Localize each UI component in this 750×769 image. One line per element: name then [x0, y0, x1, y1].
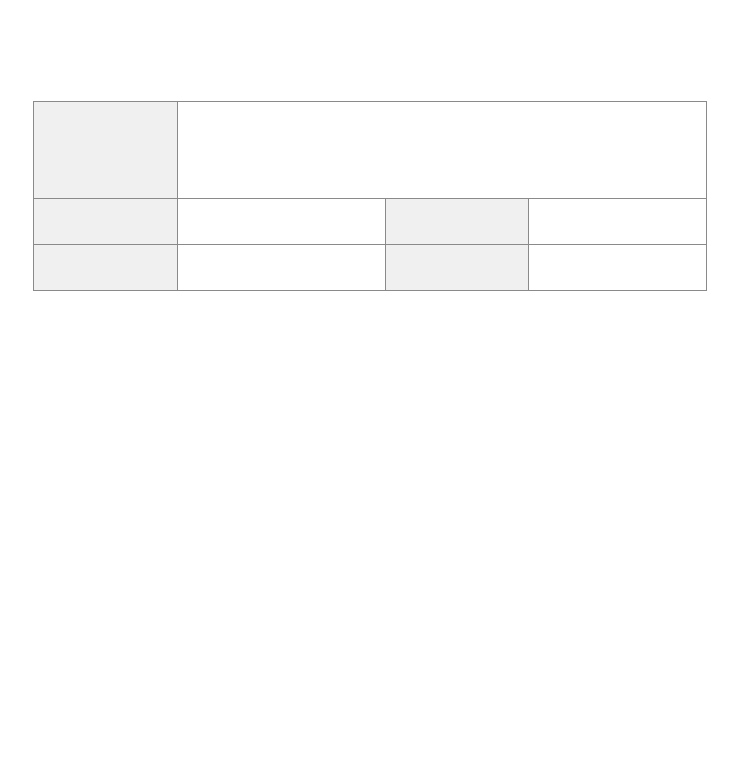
brand-label	[442, 212, 472, 231]
grade-label	[34, 199, 178, 245]
name-label	[91, 114, 121, 133]
name-label-cell	[34, 102, 178, 199]
spec-table	[33, 101, 707, 291]
spec-row-style	[34, 245, 707, 291]
origin-value	[529, 245, 707, 291]
style-value	[178, 245, 386, 291]
origin-label	[442, 258, 472, 277]
name-value-cell	[178, 102, 707, 199]
grade-value	[178, 199, 386, 245]
spec-row-name	[34, 102, 707, 199]
photo-dim-indoor-light	[493, 407, 683, 597]
photo-studio-light	[274, 407, 464, 597]
photo-natural-light	[54, 407, 244, 597]
spec-row-grade	[34, 199, 707, 245]
origin-label-cell	[386, 245, 529, 291]
brand-value	[529, 199, 707, 245]
style-label	[91, 258, 121, 277]
style-label-cell	[34, 245, 178, 291]
brand-label-cell	[386, 199, 529, 245]
